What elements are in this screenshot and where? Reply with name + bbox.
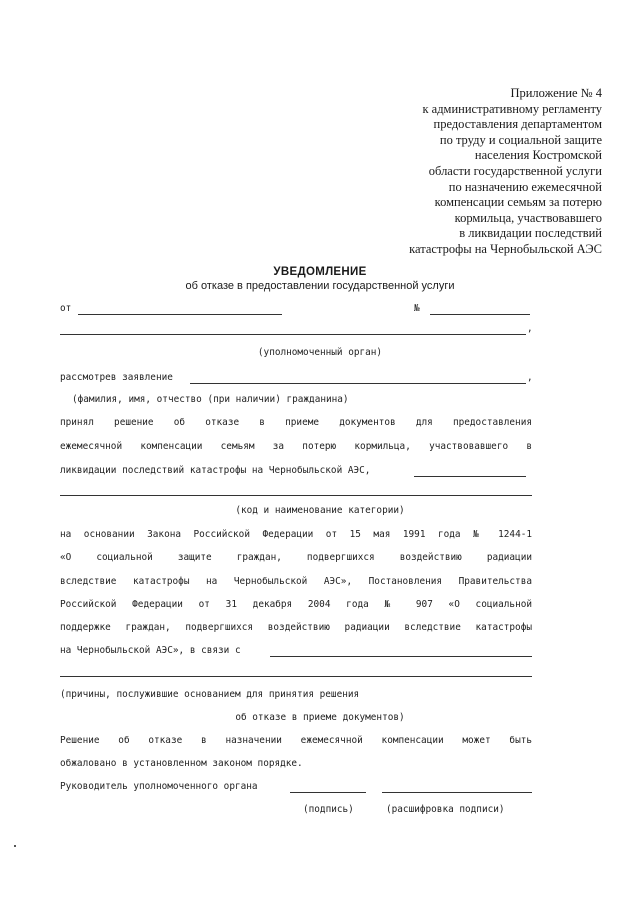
category-field[interactable] [414, 476, 526, 477]
decision-line: принял решение об отказе в приеме документов для предоставления [60, 417, 532, 428]
appendix-line: по назначению ежемесячной [448, 179, 602, 194]
appendix-line: Приложение № 4 [510, 86, 602, 100]
appendix-line: кормильца, участвовавшего [454, 210, 602, 225]
reasons-caption: об отказе в приеме документов) [235, 712, 405, 723]
number-field[interactable] [430, 314, 530, 315]
appendix-block [342, 86, 602, 258]
head-label: Руководитель уполномоченного органа [60, 781, 258, 792]
appendix-line: в ликвидации последствий [459, 226, 602, 241]
decision-line: ликвидации последствий катастрофы на Чернобыльской АЭС, [60, 465, 371, 476]
reasons-caption: (причины, послужившие основанием для принятия решения [60, 689, 360, 700]
decoding-field[interactable] [382, 792, 532, 793]
scan-speck [14, 845, 16, 847]
considered-label: рассмотрев заявление [60, 372, 173, 383]
category-caption: (код и наименование категории) [235, 505, 405, 516]
reasons-field-continued[interactable] [60, 676, 532, 677]
appendix-line: населения Костромской [474, 148, 602, 163]
appendix-line: компенсации семьям за потерю [434, 195, 602, 210]
basis-line: на основании Закона Российской Федерации от 15 мая 1991 года № 1244-1 [60, 529, 532, 540]
authority-caption: (уполномоченный орган) [257, 347, 383, 358]
number-label: № [414, 303, 420, 314]
appendix-line: к административному регламенту [422, 101, 602, 116]
notice-subtitle: об отказе в предоставлении государственной услуги [185, 280, 455, 292]
signature-field[interactable] [290, 792, 366, 793]
basis-line: Российской Федерации от 31 декабря 2004 года № 907 «О социальной [60, 599, 532, 610]
applicant-field[interactable] [190, 383, 526, 384]
signature-caption: (подпись) [303, 804, 354, 815]
from-label: от [60, 303, 72, 314]
applicant-caption: (фамилия, имя, отчество (при наличии) гражданина) [72, 394, 349, 405]
authority-comma: , [527, 323, 533, 334]
category-field-continued[interactable] [60, 495, 532, 496]
appendix-line: по труду и социальной защите [439, 132, 602, 147]
appeal-line: Решение об отказе в назначении ежемесячной компенсации может быть [60, 735, 532, 746]
applicant-comma: , [527, 372, 533, 383]
basis-line: «О социальной защите граждан, подвергшихся воздействию радиации [60, 552, 532, 563]
basis-line: поддержке граждан, подвергшихся воздействию радиации вследствие катастрофы [60, 622, 532, 633]
appendix-line: предоставления департаментом [433, 117, 602, 132]
authority-field[interactable] [60, 334, 526, 335]
date-field[interactable] [78, 314, 282, 315]
basis-line: вследствие катастрофы на Чернобыльской АЭС», Постановления Правительства [60, 576, 532, 587]
appeal-line: обжаловано в установленном законом порядке. [60, 758, 303, 769]
appendix-line: области государственной услуги [428, 163, 602, 178]
decoding-caption: (расшифровка подписи) [386, 804, 505, 815]
decision-line: ежемесячной компенсации семьям за потерю кормильца, участвовавшего в [60, 441, 532, 452]
reasons-field[interactable] [270, 656, 532, 657]
appendix-line: катастрофы на Чернобыльской АЭС [409, 241, 602, 256]
basis-line: на Чернобыльской АЭС», в связи с [60, 645, 241, 656]
notice-title: УВЕДОМЛЕНИЕ [273, 266, 367, 278]
